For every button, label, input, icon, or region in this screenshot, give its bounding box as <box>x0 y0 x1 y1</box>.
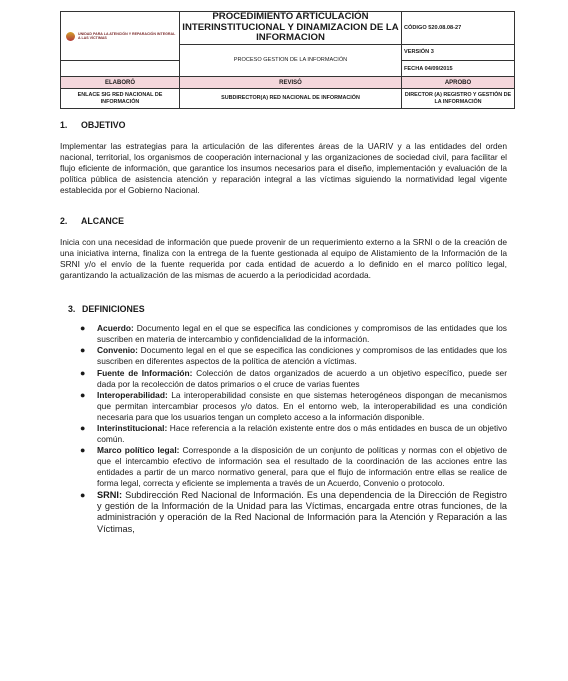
list-item: ● Interinstitucional: Hace referencia a la relación existente entre dos o más entidades en busca de un objetivo común. <box>80 422 507 445</box>
section-number: 1. <box>60 120 68 130</box>
document-title-cell <box>180 12 402 45</box>
elaboro-value: ENLACE SIG RED NACIONAL DE INFORMACIÓN <box>61 89 180 109</box>
elaboro-header: ELABORÓ <box>61 77 180 89</box>
bullet-icon: ● <box>80 367 86 378</box>
document-version: VERSIÓN 3 <box>402 44 515 60</box>
logo-cell <box>61 12 180 61</box>
definitions-list <box>60 323 507 535</box>
document-code: CÓDIGO 520.08.08-27 <box>402 12 515 45</box>
section-number: 3. <box>68 304 76 315</box>
list-item: ● SRNI: Subdirección Red Nacional de Información. Es una dependencia de la Dirección de Registro y gestión de la Información de la Unidad para las Víctimas, encargada entre otras funciones, de la administración y operación de la Red Nacional de Información para la Atención y Reparación a las Víctimas, <box>80 489 507 534</box>
document-date: FECHA 04/09/2015 <box>402 61 515 77</box>
list-item: ● Acuerdo: Documento legal en el que se especifica las condiciones y compromisos de las entidades que los suscriben en materia de intercambio y confidencialidad de la información. <box>80 323 507 345</box>
bullet-icon: ● <box>80 323 86 334</box>
colombia-emblem-icon <box>66 32 75 41</box>
process-name: PROCESO GESTION DE LA INFORMACIÓN <box>180 44 402 76</box>
reviso-header: REVISÓ <box>180 77 402 89</box>
section-title: OBJETIVO <box>81 120 126 130</box>
document-header-table <box>60 11 515 109</box>
list-item: ● Marco político legal: Corresponde a la disposición de un conjunto de políticas y normas con el objetivo de que el intercambio efectivo de información sea el resultado de la coordinación de las acciones entre las entidades a partir de un marco normativo general, para que el flujo de información entre ellas se realice de forma legal, correcta y eficiente se implementa a través de un Acuerdo, Convenio o protocolo. <box>80 445 507 489</box>
section-title: ALCANCE <box>81 215 125 226</box>
bullet-icon: ● <box>80 389 86 400</box>
bullet-icon: ● <box>80 445 86 456</box>
unidad-victimas-logo <box>63 32 177 41</box>
section-title: DEFINICIONES <box>82 304 145 315</box>
aprobo-value: DIRECTOR (A) REGISTRO Y GESTIÓN DE LA INFORMACIÓN <box>402 89 515 109</box>
document-title: PROCEDIMIENTO ARTICULACIÓN INTERINSTITUCIONAL Y DINAMIZACION DE LA INFORMACION <box>182 11 399 44</box>
alcance-paragraph: Inicia con una necesidad de información que puede provenir de un requerimiento externo a la SRNI o de la creación de una iniciativa interna, finaliza con la entrega de la fuente gestionada al equipo de Alistamiento de la Información de la SRNI y/o el envío de la fuente requerida por cada entidad de acuerdo a lo definido en el marco político legal, garantizando la actualización de las mismas de acuerdo a la periodicidad acordada. <box>60 236 507 280</box>
list-item: ● Interoperabilidad: La interoperabilidad consiste en que sistemas heterogéneos dispongan de mecanismos que permitan intercambiar procesos y/o datos. En el entorno web, la interoperabilidad es una condición necesaria para que los usuarios tengan un completo acceso a la información disponible. <box>80 389 507 422</box>
objetivo-paragraph: Implementar las estrategias para la articulación de las diferentes áreas de la UARIV y a las entidades del orden nacional, territorial, los organismos de cooperación internacional y las organizaciones de sociedad civil, para facilitar el flujo eficiente de información, que garantice los insumos necesarios para el diseño, implementación y evaluación de la política pública de asistencia atención y reparación integral a las víctimas siguiendo la normatividad legal vigente establecida por el Gobierno Nacional. <box>60 141 507 196</box>
section-heading-objetivo <box>60 120 507 131</box>
logo-text: UNIDAD PARA LA ATENCIÓN Y REPARACIÓN INTEGRAL A LAS VÍCTIMAS <box>78 31 176 40</box>
reviso-value: SUBDIRECTOR(A) RED NACIONAL DE INFORMACIÓN <box>180 89 402 109</box>
list-item: ● Fuente de Información: Colección de datos organizados de acuerdo a un objetivo específico, puede ser dada por la recolección de datos primarios o el cruce de varias fuentes <box>80 367 507 389</box>
bullet-icon: ● <box>80 422 86 433</box>
section-number: 2. <box>60 215 68 226</box>
section-heading-alcance <box>60 216 507 227</box>
bullet-icon: ● <box>80 489 86 500</box>
aprobo-header: APROBO <box>402 77 515 89</box>
list-item: ● Convenio: Documento legal en el que se especifica las condiciones y compromisos de las entidades que los suscriben en diferentes aspectos de la política de atención a víctimas. <box>80 345 507 367</box>
section-heading-definiciones <box>60 304 507 315</box>
bullet-icon: ● <box>80 345 86 356</box>
logo-cell-bottom <box>61 61 180 77</box>
document-body <box>60 120 507 535</box>
